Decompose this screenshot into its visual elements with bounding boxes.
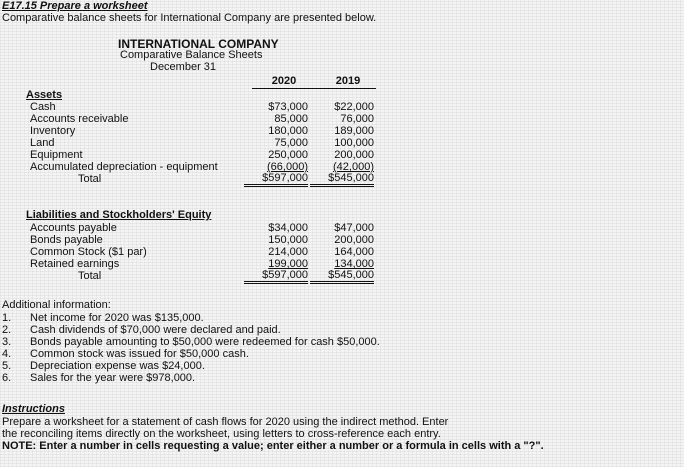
asset-total-2019: $545,000	[310, 173, 374, 187]
exercise-title: E17.15 Prepare a worksheet	[2, 0, 148, 12]
additional-num: 1.	[2, 312, 12, 324]
asset-2019-inventory: 189,000	[334, 125, 374, 137]
liab-2020-retained: 199,000	[268, 258, 308, 270]
liab-total-2020: $597,000	[244, 270, 308, 284]
asset-2019-receivable: 76,000	[340, 113, 374, 125]
liab-label-bonds: Bonds payable	[30, 234, 103, 246]
asset-2020-cash: $73,000	[268, 101, 308, 113]
additional-item: Bonds payable amounting to $50,000 were redeemed for cash $50,000.	[30, 336, 380, 348]
asset-2020-receivable: 85,000	[274, 113, 308, 125]
asset-label-receivable: Accounts receivable	[30, 113, 129, 125]
asset-2020-land: 75,000	[274, 137, 308, 149]
asset-2019-equipment: 200,000	[334, 149, 374, 161]
liab-2019-bonds: 200,000	[334, 234, 374, 246]
liab-2020-common: 214,000	[268, 246, 308, 258]
additional-item: Depreciation expense was $24,000.	[30, 360, 205, 372]
additional-num: 2.	[2, 324, 12, 336]
asset-2020-equipment: 250,000	[268, 149, 308, 161]
additional-num: 4.	[2, 348, 12, 360]
company-name: INTERNATIONAL COMPANY	[118, 37, 279, 51]
instructions-line-1: Prepare a worksheet for a statement of cash flows for 2020 using the indirect method. Enter	[2, 416, 449, 428]
liab-2019-retained: 134,000	[334, 258, 374, 270]
additional-num: 5.	[2, 360, 12, 372]
header-rule	[252, 88, 376, 89]
asset-label-land: Land	[30, 137, 55, 149]
asset-2019-cash: $22,000	[334, 101, 374, 113]
intro-text: Comparative balance sheets for International Company are presented below.	[2, 12, 377, 24]
note-text: Enter a number in cells requesting a value; enter either a number or a formula in cells with a "?".	[39, 440, 544, 452]
additional-heading: Additional information:	[2, 299, 111, 311]
asset-label-cash: Cash	[30, 101, 56, 113]
additional-item: Net income for 2020 was $135,000.	[30, 312, 204, 324]
liab-2019-common: 164,000	[334, 246, 374, 258]
additional-item: Common stock was issued for $50,000 cash.	[30, 348, 249, 360]
year-2019-header: 2019	[335, 75, 361, 87]
statement-date: December 31	[150, 61, 217, 73]
liab-label-ap: Accounts payable	[30, 222, 117, 234]
assets-heading: Assets	[26, 89, 63, 101]
additional-item: Sales for the year were $978,000.	[30, 372, 196, 384]
asset-total-2020: $597,000	[244, 173, 308, 187]
asset-2019-accum-dep: (42,000)	[333, 161, 374, 173]
additional-num: 6.	[2, 372, 12, 384]
instructions-heading: Instructions	[2, 403, 65, 415]
liab-label-retained: Retained earnings	[30, 258, 120, 270]
year-2020-header: 2020	[271, 75, 297, 87]
instructions-line-2: the reconciling items directly on the worksheet, using letters to cross-reference each entry.	[2, 428, 441, 440]
liab-label-common: Common Stock ($1 par)	[30, 246, 147, 258]
asset-label-equipment: Equipment	[30, 149, 83, 161]
asset-2020-accum-dep: (66,000)	[267, 161, 308, 173]
liabilities-heading: Liabilities and Stockholders' Equity	[26, 209, 212, 221]
asset-total-label: Total	[78, 173, 102, 185]
statement-title: Comparative Balance Sheets	[120, 49, 263, 61]
liab-total-2019: $545,000	[310, 270, 374, 284]
asset-2020-inventory: 180,000	[268, 125, 308, 137]
note-row	[2, 440, 544, 452]
asset-label-inventory: Inventory	[30, 125, 76, 137]
asset-2019-land: 100,000	[334, 137, 374, 149]
liab-total-label: Total	[78, 270, 102, 282]
additional-item: Cash dividends of $70,000 were declared and paid.	[30, 324, 281, 336]
additional-num: 3.	[2, 336, 12, 348]
liab-2020-ap: $34,000	[268, 222, 308, 234]
note-label: NOTE:	[2, 440, 37, 452]
liab-2019-ap: $47,000	[334, 222, 374, 234]
liab-2020-bonds: 150,000	[268, 234, 308, 246]
asset-label-accum-dep: Accumulated depreciation - equipment	[30, 161, 218, 173]
